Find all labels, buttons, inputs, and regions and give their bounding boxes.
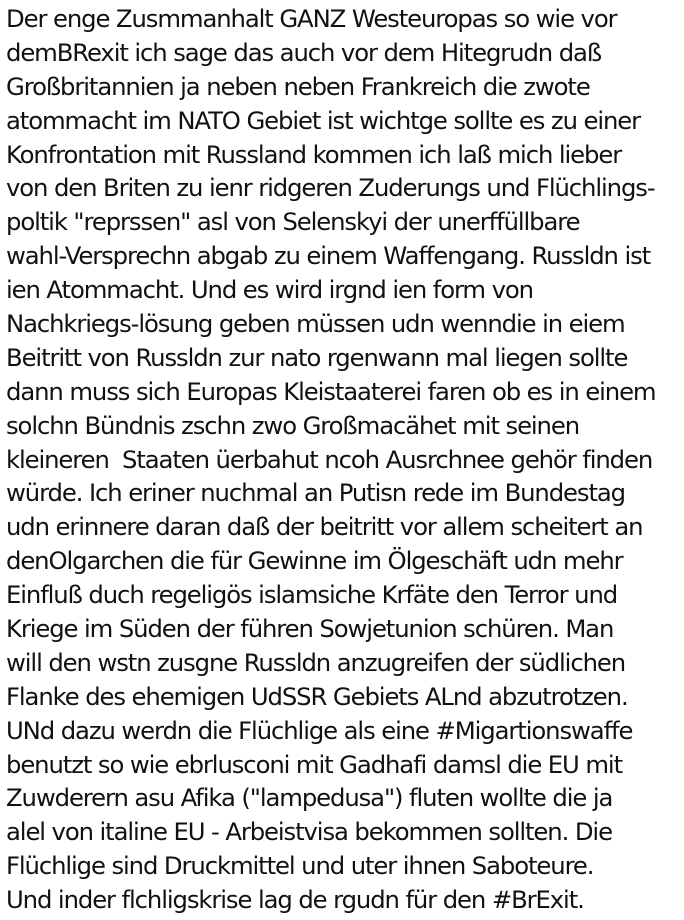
- text-line: benutzt so wie ebrlusconi mit Gadhafi damsl die EU mit: [6, 749, 622, 779]
- text-line: Einfluß duch regeligös islamsiche Krfäte den Terror und: [6, 580, 618, 610]
- text-line: UNd dazu werdn die Flüchlige als eine #Migartionswaffe: [6, 715, 633, 745]
- text-line: wahl-Versprechn abgab zu einem Waffengang. Russldn ist: [6, 241, 651, 271]
- text-line: Und inder flchligskrise lag de rgudn für den #BrExit.: [6, 885, 584, 915]
- text-line: Konfrontation mit Russland kommen ich laß mich lieber: [6, 139, 622, 169]
- text-line: alel von italine EU - Arbeistvisa bekommen sollten. Die: [6, 817, 612, 847]
- text-line: kleineren Staaten üerbahut ncoh Ausrchnee gehör finden: [6, 444, 653, 474]
- text-line: Flanke des ehemigen UdSSR Gebiets ALnd abzutrotzen.: [6, 681, 628, 711]
- text-line: von den Briten zu ienr ridgeren Zuderungs und Flüchlings-: [6, 173, 655, 203]
- text-line: demBRexit ich sage das auch vor dem Hitegrudn daß: [6, 37, 602, 67]
- text-line: Beitritt von Russldn zur nato rgenwann mal liegen sollte: [6, 342, 628, 372]
- text-line: solchn Bündnis zschn zwo Großmacähet mit seinen: [6, 410, 580, 440]
- text-line: würde. Ich eriner nuchmal an Putisn rede im Bundestag: [6, 478, 625, 508]
- text-line: Der enge Zusmmanhalt GANZ Westeuropas so wie vor: [6, 4, 617, 33]
- text-line: poltik "reprssen" asl von Selenskyi der unerffüllbare: [6, 207, 580, 237]
- text-line: atommacht im NATO Gebiet ist wichtge sollte es zu einer: [6, 105, 641, 135]
- text-line: Großbritannien ja neben neben Frankreich die zwote: [6, 71, 590, 101]
- text-line: udn erinnere daran daß der beitritt vor allem scheitert an: [6, 512, 643, 542]
- text-line: Nachkriegs-lösung geben müssen udn wenndie in eiem: [6, 309, 625, 339]
- text-line: ien Atommacht. Und es wird irgnd ien form von: [6, 275, 533, 305]
- text-line: Flüchlige sind Druckmittel und uter ihnen Saboteure.: [6, 851, 594, 881]
- text-line: denOlgarchen die für Gewinne im Ölgeschäft udn mehr: [6, 546, 623, 576]
- text-line: dann muss sich Europas Kleistaaterei faren ob es in einem: [6, 376, 656, 406]
- text-line: Kriege im Süden der führen Sowjetunion schüren. Man: [6, 614, 614, 644]
- body-text: [6, 2, 682, 917]
- text-line: Zuwderern asu Afika ("lampedusa") fluten wollte die ja: [6, 783, 613, 813]
- text-line: will den wstn zusgne Russldn anzugreifen der südlichen: [6, 647, 626, 677]
